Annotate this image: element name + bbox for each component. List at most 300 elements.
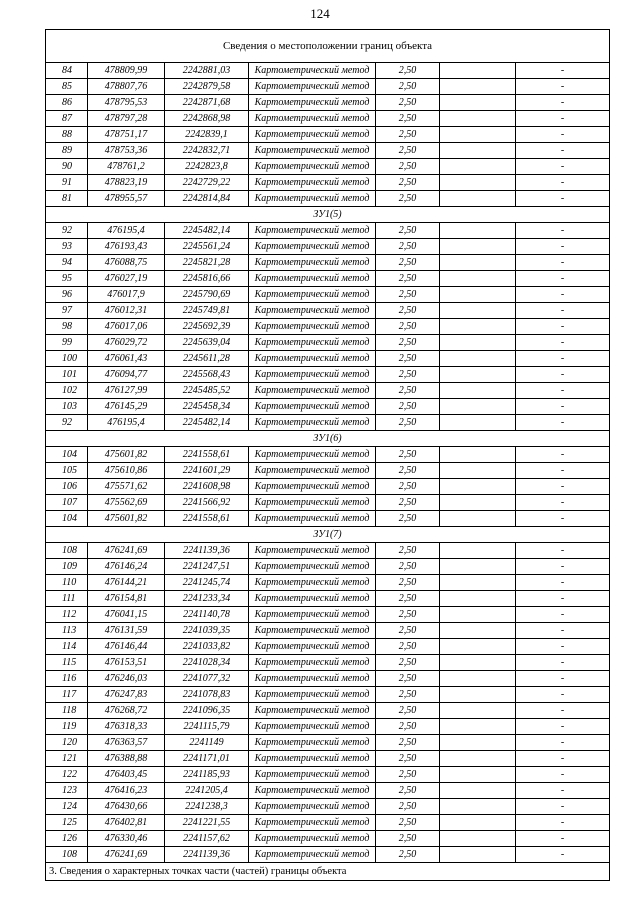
x-coordinate-cell: 475601,82 — [88, 511, 165, 527]
table-row — [46, 687, 610, 703]
point-number-cell: 99 — [46, 335, 88, 351]
method-cell: Картометрический метод — [249, 399, 376, 415]
accuracy-cell: 2,50 — [376, 511, 440, 527]
point-number-cell: 95 — [46, 271, 88, 287]
table-row — [46, 639, 610, 655]
formula-cell — [440, 799, 516, 815]
table-row — [46, 127, 610, 143]
accuracy-cell: 2,50 — [376, 383, 440, 399]
accuracy-cell: 2,50 — [376, 559, 440, 575]
y-coordinate-cell: 2245816,66 — [165, 271, 249, 287]
accuracy-cell: 2,50 — [376, 767, 440, 783]
description-cell: - — [516, 255, 610, 271]
x-coordinate-cell: 476029,72 — [88, 335, 165, 351]
table-row — [46, 623, 610, 639]
formula-cell — [440, 767, 516, 783]
x-coordinate-cell: 476027,19 — [88, 271, 165, 287]
x-coordinate-cell: 476153,51 — [88, 655, 165, 671]
formula-cell — [440, 751, 516, 767]
formula-cell — [440, 351, 516, 367]
y-coordinate-cell: 2241140,78 — [165, 607, 249, 623]
table-row — [46, 703, 610, 719]
formula-cell — [440, 687, 516, 703]
formula-cell — [440, 111, 516, 127]
x-coordinate-cell: 476041,15 — [88, 607, 165, 623]
point-number-cell: 120 — [46, 735, 88, 751]
accuracy-cell: 2,50 — [376, 287, 440, 303]
description-cell: - — [516, 239, 610, 255]
method-cell: Картометрический метод — [249, 623, 376, 639]
description-cell: - — [516, 495, 610, 511]
accuracy-cell: 2,50 — [376, 479, 440, 495]
y-coordinate-cell: 2245790,69 — [165, 287, 249, 303]
table-row — [46, 415, 610, 431]
y-coordinate-cell: 2245482,14 — [165, 223, 249, 239]
x-coordinate-cell: 476144,21 — [88, 575, 165, 591]
table-row — [46, 191, 610, 207]
formula-cell — [440, 495, 516, 511]
description-cell: - — [516, 159, 610, 175]
method-cell: Картометрический метод — [249, 127, 376, 143]
description-cell: - — [516, 271, 610, 287]
table-row — [46, 79, 610, 95]
accuracy-cell: 2,50 — [376, 847, 440, 863]
description-cell: - — [516, 95, 610, 111]
method-cell: Картометрический метод — [249, 143, 376, 159]
formula-cell — [440, 623, 516, 639]
x-coordinate-cell: 476241,69 — [88, 847, 165, 863]
accuracy-cell: 2,50 — [376, 255, 440, 271]
point-number-cell: 107 — [46, 495, 88, 511]
description-cell: - — [516, 111, 610, 127]
y-coordinate-cell: 2241608,98 — [165, 479, 249, 495]
accuracy-cell: 2,50 — [376, 175, 440, 191]
description-cell: - — [516, 655, 610, 671]
method-cell: Картометрический метод — [249, 639, 376, 655]
point-number-cell: 108 — [46, 847, 88, 863]
accuracy-cell: 2,50 — [376, 463, 440, 479]
formula-cell — [440, 271, 516, 287]
formula-cell — [440, 815, 516, 831]
y-coordinate-cell: 2241033,82 — [165, 639, 249, 655]
x-coordinate-cell: 476403,45 — [88, 767, 165, 783]
point-number-cell: 97 — [46, 303, 88, 319]
formula-cell — [440, 543, 516, 559]
x-coordinate-cell: 478797,28 — [88, 111, 165, 127]
point-number-cell: 88 — [46, 127, 88, 143]
accuracy-cell: 2,50 — [376, 319, 440, 335]
formula-cell — [440, 463, 516, 479]
method-cell: Картометрический метод — [249, 655, 376, 671]
accuracy-cell: 2,50 — [376, 399, 440, 415]
formula-cell — [440, 79, 516, 95]
method-cell: Картометрический метод — [249, 463, 376, 479]
y-coordinate-cell: 2245692,39 — [165, 319, 249, 335]
formula-cell — [440, 639, 516, 655]
point-number-cell: 108 — [46, 543, 88, 559]
accuracy-cell: 2,50 — [376, 607, 440, 623]
table-row — [46, 175, 610, 191]
accuracy-cell: 2,50 — [376, 95, 440, 111]
point-number-cell: 112 — [46, 607, 88, 623]
point-number-cell: 122 — [46, 767, 88, 783]
y-coordinate-cell: 2245561,24 — [165, 239, 249, 255]
table-row — [46, 303, 610, 319]
description-cell: - — [516, 79, 610, 95]
section-row — [46, 527, 610, 543]
table-row — [46, 63, 610, 79]
table-row — [46, 575, 610, 591]
method-cell: Картометрический метод — [249, 319, 376, 335]
y-coordinate-cell: 2241233,34 — [165, 591, 249, 607]
description-cell: - — [516, 639, 610, 655]
table-row — [46, 607, 610, 623]
formula-cell — [440, 143, 516, 159]
x-coordinate-cell: 476193,43 — [88, 239, 165, 255]
table-title-row — [46, 30, 610, 63]
x-coordinate-cell: 478955,57 — [88, 191, 165, 207]
x-coordinate-cell: 475601,82 — [88, 447, 165, 463]
x-coordinate-cell: 476012,31 — [88, 303, 165, 319]
y-coordinate-cell: 2241221,55 — [165, 815, 249, 831]
y-coordinate-cell: 2241078,83 — [165, 687, 249, 703]
x-coordinate-cell: 476146,24 — [88, 559, 165, 575]
section-label: ЗУ1(6) — [46, 431, 610, 447]
description-cell: - — [516, 367, 610, 383]
formula-cell — [440, 191, 516, 207]
formula-cell — [440, 159, 516, 175]
y-coordinate-cell: 2241238,3 — [165, 799, 249, 815]
accuracy-cell: 2,50 — [376, 191, 440, 207]
x-coordinate-cell: 476363,57 — [88, 735, 165, 751]
point-number-cell: 96 — [46, 287, 88, 303]
method-cell: Картометрический метод — [249, 367, 376, 383]
description-cell: - — [516, 447, 610, 463]
point-number-cell: 94 — [46, 255, 88, 271]
description-cell: - — [516, 687, 610, 703]
accuracy-cell: 2,50 — [376, 815, 440, 831]
x-coordinate-cell: 476127,99 — [88, 383, 165, 399]
description-cell: - — [516, 303, 610, 319]
point-number-cell: 100 — [46, 351, 88, 367]
table-row — [46, 447, 610, 463]
table-row — [46, 655, 610, 671]
y-coordinate-cell: 2242839,1 — [165, 127, 249, 143]
point-number-cell: 98 — [46, 319, 88, 335]
formula-cell — [440, 703, 516, 719]
description-cell: - — [516, 383, 610, 399]
method-cell: Картометрический метод — [249, 575, 376, 591]
accuracy-cell: 2,50 — [376, 111, 440, 127]
point-number-cell: 92 — [46, 223, 88, 239]
point-number-cell: 85 — [46, 79, 88, 95]
y-coordinate-cell: 2241558,61 — [165, 511, 249, 527]
section-row — [46, 431, 610, 447]
x-coordinate-cell: 476088,75 — [88, 255, 165, 271]
method-cell: Картометрический метод — [249, 735, 376, 751]
accuracy-cell: 2,50 — [376, 79, 440, 95]
table-row — [46, 319, 610, 335]
x-coordinate-cell: 476388,88 — [88, 751, 165, 767]
point-number-cell: 93 — [46, 239, 88, 255]
point-number-cell: 126 — [46, 831, 88, 847]
boundary-table — [45, 29, 610, 881]
point-number-cell: 89 — [46, 143, 88, 159]
accuracy-cell: 2,50 — [376, 335, 440, 351]
table-row — [46, 735, 610, 751]
y-coordinate-cell: 2241205,4 — [165, 783, 249, 799]
formula-cell — [440, 607, 516, 623]
description-cell: - — [516, 575, 610, 591]
table-row — [46, 335, 610, 351]
description-cell: - — [516, 127, 610, 143]
description-cell: - — [516, 735, 610, 751]
x-coordinate-cell: 476017,06 — [88, 319, 165, 335]
method-cell: Картометрический метод — [249, 511, 376, 527]
table-title: Сведения о местоположении границ объекта — [46, 30, 610, 63]
table-row — [46, 767, 610, 783]
method-cell: Картометрический метод — [249, 799, 376, 815]
method-cell: Картометрический метод — [249, 383, 376, 399]
method-cell: Картометрический метод — [249, 447, 376, 463]
y-coordinate-cell: 2242879,58 — [165, 79, 249, 95]
method-cell: Картометрический метод — [249, 287, 376, 303]
method-cell: Картометрический метод — [249, 559, 376, 575]
table-row — [46, 511, 610, 527]
description-cell: - — [516, 751, 610, 767]
formula-cell — [440, 239, 516, 255]
method-cell: Картометрический метод — [249, 335, 376, 351]
accuracy-cell: 2,50 — [376, 127, 440, 143]
formula-cell — [440, 719, 516, 735]
point-number-cell: 101 — [46, 367, 88, 383]
method-cell: Картометрический метод — [249, 303, 376, 319]
x-coordinate-cell: 476017,9 — [88, 287, 165, 303]
description-cell: - — [516, 815, 610, 831]
formula-cell — [440, 735, 516, 751]
table-row — [46, 351, 610, 367]
table-row — [46, 463, 610, 479]
point-number-cell: 125 — [46, 815, 88, 831]
formula-cell — [440, 255, 516, 271]
accuracy-cell: 2,50 — [376, 223, 440, 239]
x-coordinate-cell: 476195,4 — [88, 415, 165, 431]
table-row — [46, 399, 610, 415]
method-cell: Картометрический метод — [249, 479, 376, 495]
table-row — [46, 255, 610, 271]
point-number-cell: 121 — [46, 751, 88, 767]
x-coordinate-cell: 476061,43 — [88, 351, 165, 367]
x-coordinate-cell: 476318,33 — [88, 719, 165, 735]
x-coordinate-cell: 478807,76 — [88, 79, 165, 95]
formula-cell — [440, 319, 516, 335]
accuracy-cell: 2,50 — [376, 719, 440, 735]
page-number: 124 — [310, 6, 330, 21]
formula-cell — [440, 63, 516, 79]
point-number-cell: 116 — [46, 671, 88, 687]
description-cell: - — [516, 559, 610, 575]
x-coordinate-cell: 476246,03 — [88, 671, 165, 687]
table-row — [46, 831, 610, 847]
description-cell: - — [516, 591, 610, 607]
description-cell: - — [516, 415, 610, 431]
point-number-cell: 114 — [46, 639, 88, 655]
table-row — [46, 799, 610, 815]
method-cell: Картометрический метод — [249, 671, 376, 687]
accuracy-cell: 2,50 — [376, 143, 440, 159]
description-cell: - — [516, 623, 610, 639]
y-coordinate-cell: 2241558,61 — [165, 447, 249, 463]
x-coordinate-cell: 475562,69 — [88, 495, 165, 511]
formula-cell — [440, 479, 516, 495]
y-coordinate-cell: 2245568,43 — [165, 367, 249, 383]
accuracy-cell: 2,50 — [376, 591, 440, 607]
method-cell: Картометрический метод — [249, 271, 376, 287]
y-coordinate-cell: 2241077,32 — [165, 671, 249, 687]
point-number-cell: 102 — [46, 383, 88, 399]
point-number-cell: 119 — [46, 719, 88, 735]
x-coordinate-cell: 476146,44 — [88, 639, 165, 655]
description-cell: - — [516, 143, 610, 159]
formula-cell — [440, 447, 516, 463]
x-coordinate-cell: 476430,66 — [88, 799, 165, 815]
method-cell: Картометрический метод — [249, 79, 376, 95]
y-coordinate-cell: 2241185,93 — [165, 767, 249, 783]
accuracy-cell: 2,50 — [376, 735, 440, 751]
y-coordinate-cell: 2242814,84 — [165, 191, 249, 207]
table-row — [46, 111, 610, 127]
table-row — [46, 847, 610, 863]
y-coordinate-cell: 2245482,14 — [165, 415, 249, 431]
method-cell: Картометрический метод — [249, 191, 376, 207]
x-coordinate-cell: 476094,77 — [88, 367, 165, 383]
point-number-cell: 91 — [46, 175, 88, 191]
method-cell: Картометрический метод — [249, 767, 376, 783]
method-cell: Картометрический метод — [249, 783, 376, 799]
accuracy-cell: 2,50 — [376, 703, 440, 719]
table-row — [46, 383, 610, 399]
x-coordinate-cell: 475610,86 — [88, 463, 165, 479]
formula-cell — [440, 223, 516, 239]
x-coordinate-cell: 478809,99 — [88, 63, 165, 79]
method-cell: Картометрический метод — [249, 751, 376, 767]
y-coordinate-cell: 2245611,28 — [165, 351, 249, 367]
formula-cell — [440, 559, 516, 575]
footer-text: 3. Сведения о характерных точках части (частей) границы объекта — [46, 863, 610, 881]
formula-cell — [440, 847, 516, 863]
description-cell: - — [516, 463, 610, 479]
y-coordinate-cell: 2241139,36 — [165, 847, 249, 863]
accuracy-cell: 2,50 — [376, 543, 440, 559]
description-cell: - — [516, 607, 610, 623]
x-coordinate-cell: 476241,69 — [88, 543, 165, 559]
x-coordinate-cell: 475571,62 — [88, 479, 165, 495]
table-row — [46, 751, 610, 767]
point-number-cell: 90 — [46, 159, 88, 175]
formula-cell — [440, 831, 516, 847]
accuracy-cell: 2,50 — [376, 367, 440, 383]
description-cell: - — [516, 287, 610, 303]
x-coordinate-cell: 476330,46 — [88, 831, 165, 847]
formula-cell — [440, 383, 516, 399]
formula-cell — [440, 415, 516, 431]
point-number-cell: 103 — [46, 399, 88, 415]
x-coordinate-cell: 476145,29 — [88, 399, 165, 415]
accuracy-cell: 2,50 — [376, 655, 440, 671]
table-row — [46, 159, 610, 175]
y-coordinate-cell: 2242832,71 — [165, 143, 249, 159]
y-coordinate-cell: 2241028,34 — [165, 655, 249, 671]
table-row — [46, 671, 610, 687]
point-number-cell: 124 — [46, 799, 88, 815]
footer-row — [46, 863, 610, 881]
x-coordinate-cell: 478751,17 — [88, 127, 165, 143]
y-coordinate-cell: 2242729,22 — [165, 175, 249, 191]
point-number-cell: 123 — [46, 783, 88, 799]
y-coordinate-cell: 2245749,81 — [165, 303, 249, 319]
description-cell: - — [516, 191, 610, 207]
description-cell: - — [516, 351, 610, 367]
table-row — [46, 367, 610, 383]
point-number-cell: 106 — [46, 479, 88, 495]
formula-cell — [440, 591, 516, 607]
method-cell: Картометрический метод — [249, 591, 376, 607]
formula-cell — [440, 175, 516, 191]
description-cell: - — [516, 399, 610, 415]
method-cell: Картометрический метод — [249, 495, 376, 511]
description-cell: - — [516, 783, 610, 799]
table-row — [46, 287, 610, 303]
y-coordinate-cell: 2245821,28 — [165, 255, 249, 271]
accuracy-cell: 2,50 — [376, 751, 440, 767]
y-coordinate-cell: 2241115,79 — [165, 719, 249, 735]
table-row — [46, 239, 610, 255]
description-cell: - — [516, 703, 610, 719]
y-coordinate-cell: 2241096,35 — [165, 703, 249, 719]
point-number-cell: 92 — [46, 415, 88, 431]
table-row — [46, 559, 610, 575]
formula-cell — [440, 511, 516, 527]
formula-cell — [440, 367, 516, 383]
accuracy-cell: 2,50 — [376, 799, 440, 815]
accuracy-cell: 2,50 — [376, 303, 440, 319]
x-coordinate-cell: 476402,81 — [88, 815, 165, 831]
table-row — [46, 479, 610, 495]
x-coordinate-cell: 478795,53 — [88, 95, 165, 111]
point-number-cell: 113 — [46, 623, 88, 639]
accuracy-cell: 2,50 — [376, 575, 440, 591]
point-number-cell: 87 — [46, 111, 88, 127]
table-row — [46, 591, 610, 607]
formula-cell — [440, 95, 516, 111]
method-cell: Картометрический метод — [249, 415, 376, 431]
method-cell: Картометрический метод — [249, 223, 376, 239]
y-coordinate-cell: 2242871,68 — [165, 95, 249, 111]
description-cell: - — [516, 767, 610, 783]
method-cell: Картометрический метод — [249, 719, 376, 735]
formula-cell — [440, 671, 516, 687]
y-coordinate-cell: 2241601,29 — [165, 463, 249, 479]
description-cell: - — [516, 847, 610, 863]
point-number-cell: 115 — [46, 655, 88, 671]
table-row — [46, 719, 610, 735]
point-number-cell: 104 — [46, 511, 88, 527]
point-number-cell: 86 — [46, 95, 88, 111]
y-coordinate-cell: 2241139,36 — [165, 543, 249, 559]
table-row — [46, 143, 610, 159]
method-cell: Картометрический метод — [249, 703, 376, 719]
accuracy-cell: 2,50 — [376, 415, 440, 431]
